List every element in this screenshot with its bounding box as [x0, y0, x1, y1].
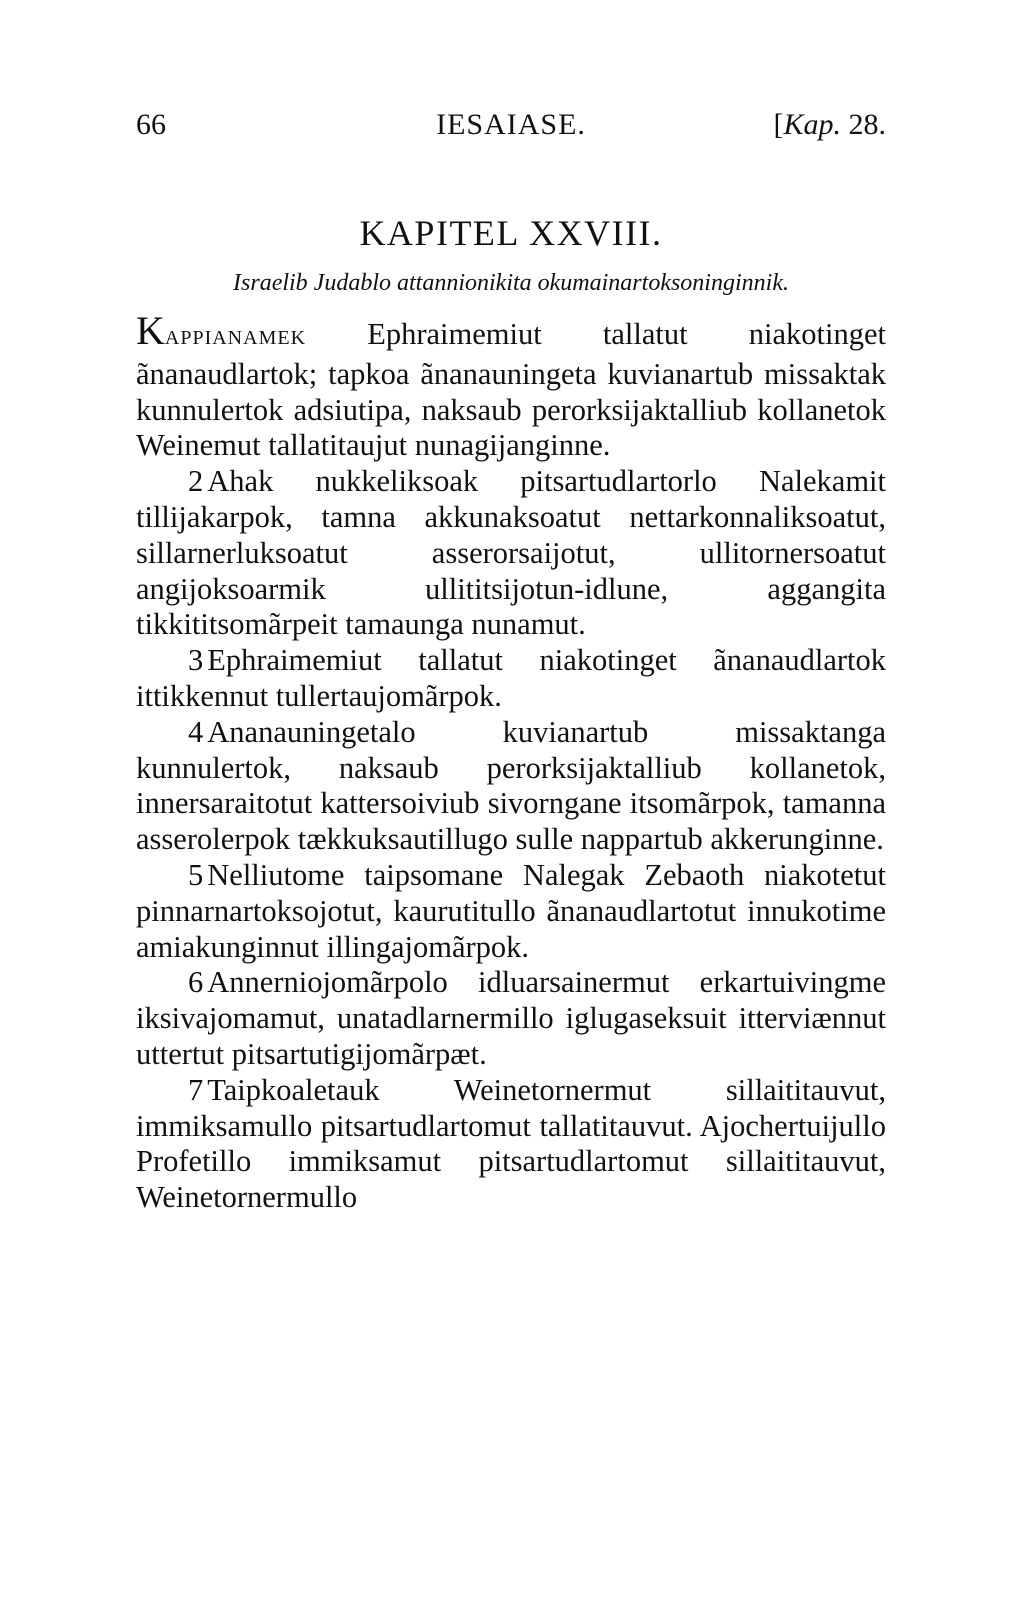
- verse-2: [136, 464, 886, 643]
- chapter-abbrev: Kap.: [783, 108, 841, 141]
- verse-text: Annerniojomãrpolo idluarsainermut erkartuivingme iksivajomamut, unatadlarnermillo iglugaseksuit itterviænnut uttertut pitsartutigijomãrpæt.: [136, 965, 886, 1071]
- verse-number: 3: [188, 643, 204, 678]
- chapter-number: 28.: [848, 108, 886, 141]
- verse-4: [136, 715, 886, 858]
- chapter-summary: Israelib Judablo attannionikita okumainartoksoninginnik.: [233, 270, 789, 296]
- verse-text: Ephraimemiut tallatut niakotinget ãnanaudlartok ittikkennut tullertaujomãrpok.: [136, 643, 886, 713]
- opening-word: APPIANAMEK: [164, 327, 307, 349]
- verse-text: Nelliutome taipsomane Nalegak Zebaoth niakotetut pinnarnartoksojotut, kaurutitullo ãnanaudlartotut innukotime amiakunginnut illingajomãrpok.: [136, 857, 886, 964]
- chapter-heading: KAPITEL XXVIII.: [359, 213, 663, 253]
- book-title: IESAIASE.: [436, 108, 586, 141]
- initial-letter: K: [136, 308, 165, 353]
- body-text: [136, 308, 886, 1216]
- verse-3: [136, 643, 886, 715]
- verse-number: 4: [188, 714, 204, 749]
- verse-1: [136, 308, 886, 464]
- verse-number: 2: [188, 464, 204, 499]
- verse-number: 5: [188, 857, 204, 892]
- verse-6: [136, 965, 886, 1072]
- verse-5: [136, 858, 886, 965]
- chapter-bracket: [: [773, 108, 784, 141]
- running-head: [136, 108, 886, 148]
- chapter-reference: [773, 108, 886, 142]
- verse-text: Ephraimemiut tallatut niakotinget ãnanaudlartok; tapkoa ãnanauningeta kuvianartub missaktak kunnulertok adsiutipa, naksaub perorksijaktalliub kollanetok Weinemut tallatitaujut nunagijanginne.: [136, 317, 886, 463]
- page-number: 66: [136, 108, 166, 141]
- verse-number: 7: [188, 1072, 204, 1107]
- verse-text: Taipkoaletauk Weinetornermut sillaititauvut, immiksamullo pitsartudlartomut tallatitauvut. Ajochertuijullo Profetillo immiksamut pitsartudlartomut sillaititauvut, Weinetornermullo: [136, 1072, 886, 1215]
- verse-text: Ahak nukkeliksoak pitsartudlartorlo Nalekamit tillijakarpok, tamna akkunaksoatut nettarkonnaliksoatut, sillarnerluksoatut asserorsaijotut, ullitornersoatut angijoksoarmik ullititsijotun-idlune, aggangita tikkititsomãrpeit tamaunga nunamut.: [136, 464, 886, 642]
- verse-7: [136, 1073, 886, 1216]
- verse-number: 6: [188, 965, 204, 1000]
- verse-text: Ananauningetalo kuvianartub missaktanga kunnulertok, naksaub perorksijaktalliub kollanetok, innersaraitotut kattersoiviub sivorngane itsomãrpok, tamanna asserolerpok tækkuksautillugo sulle nappartub akkerunginne.: [136, 714, 886, 857]
